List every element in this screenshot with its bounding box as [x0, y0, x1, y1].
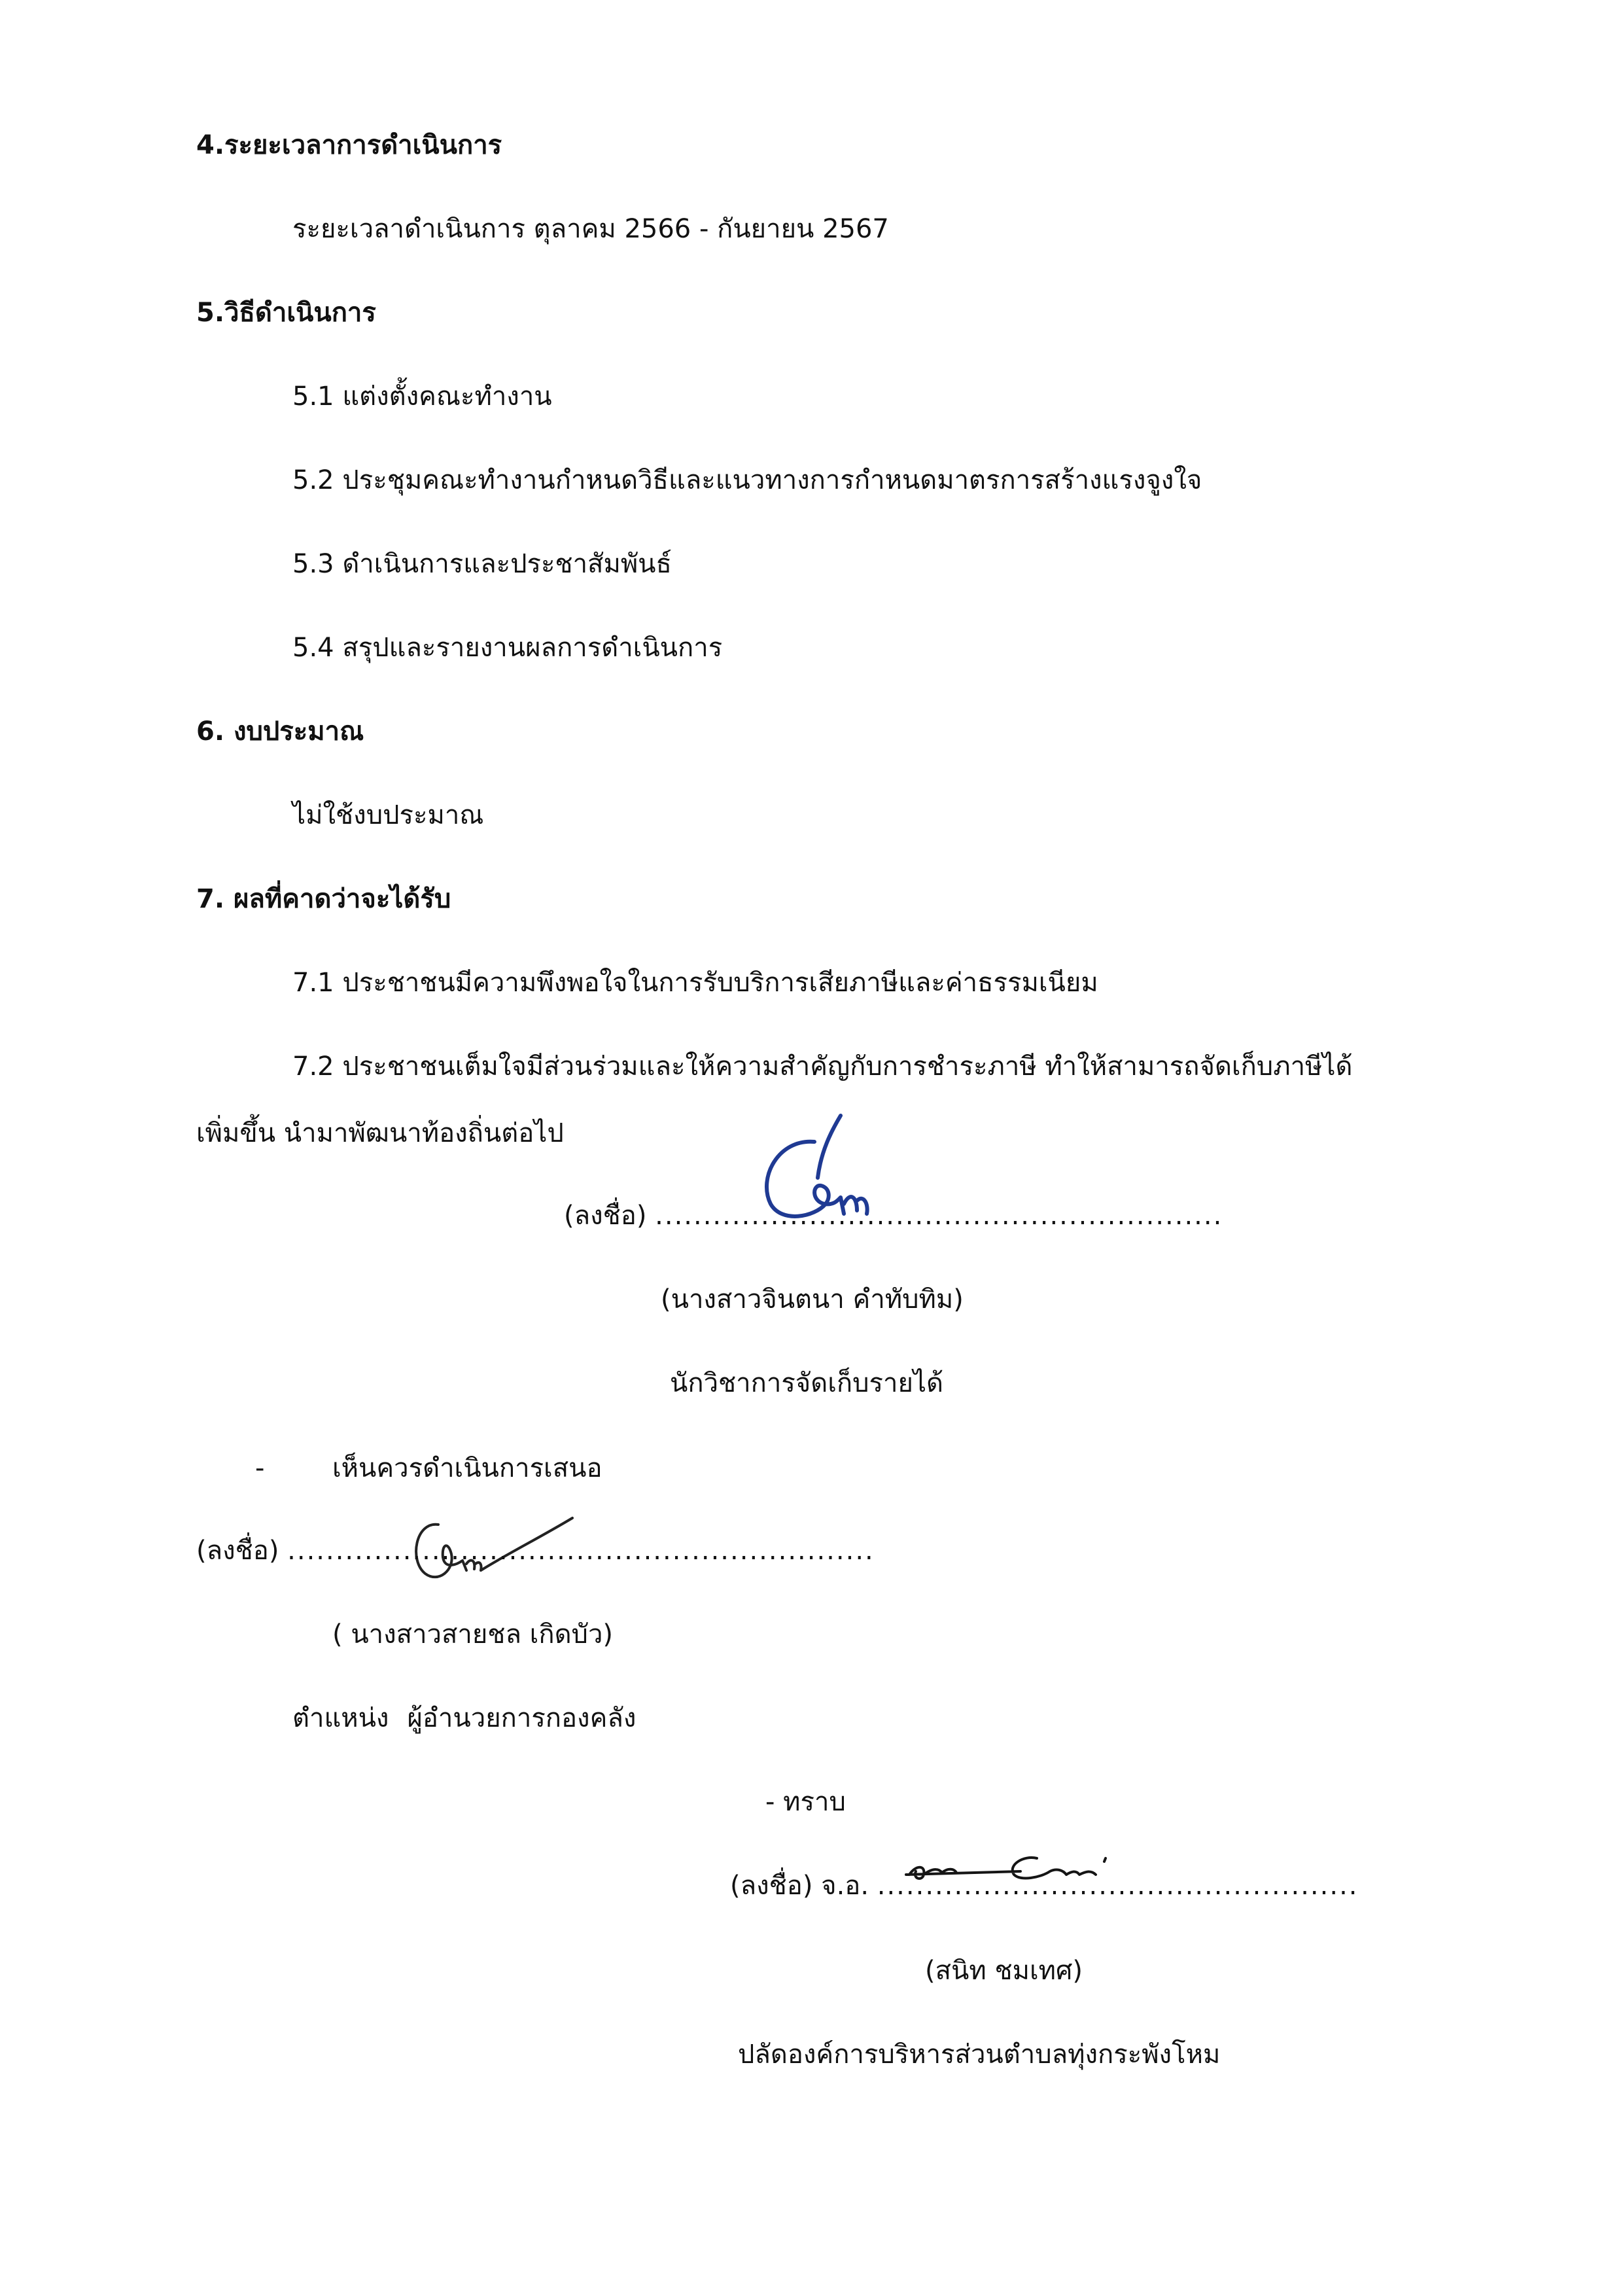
- sign-label: (ลงชื่อ) จ.อ.: [730, 1871, 877, 1901]
- reviewer-position-line: [292, 1700, 636, 1737]
- reviewer-bullet: -: [255, 1453, 265, 1483]
- sign-label: (ลงชื่อ): [564, 1201, 655, 1231]
- section-4-body: ระยะเวลาดำเนินการ ตุลาคม 2566 - กันยายน 2567: [292, 214, 889, 244]
- sign-dots: .............................................................: [287, 1536, 875, 1566]
- approver-position: ปลัดองค์การบริหารส่วนตำบลทุ่งกระพังโหม: [738, 2040, 1221, 2070]
- section-5-item: 5.3 ดำเนินการและประชาสัมพันธ์: [292, 549, 672, 579]
- reviewer-opinion: เห็นควรดำเนินการเสนอ: [332, 1453, 602, 1483]
- section-7-heading: 7. ผลที่คาดว่าจะได้รับ: [196, 884, 451, 914]
- sign-dots: ..................................................: [877, 1871, 1359, 1901]
- section-4-heading: 4.ระยะเวลาการดำเนินการ: [196, 130, 502, 160]
- section-5-item: 5.1 แต่งตั้งคณะทำงาน: [292, 381, 552, 412]
- proposer-name: (นางสาวจินตนา คำทับทิม): [661, 1284, 964, 1315]
- approver-note: - ทราบ: [765, 1787, 846, 1817]
- section-6-heading: 6. งบประมาณ: [196, 716, 364, 747]
- proposer-sign-line: [564, 1197, 1223, 1234]
- section-6-body: ไม่ใช้งบประมาณ: [292, 800, 484, 830]
- approver-sign-line: [730, 1867, 1359, 1904]
- sign-label: (ลงชื่อ): [196, 1536, 288, 1566]
- sign-dots: ...........................................................: [655, 1201, 1223, 1231]
- approver-name: (สนิท ชมเทศ): [925, 1956, 1083, 1986]
- section-5-heading: 5.วิธีดำเนินการ: [196, 298, 376, 328]
- section-7-item: 7.1 ประชาชนมีความพึงพอใจในการรับบริการเสียภาษีและค่าธรรมเนียม: [292, 968, 1098, 998]
- section-5-item: 5.4 สรุปและรายงานผลการดำเนินการ: [292, 633, 723, 663]
- section-7-item: 7.2 ประชาชนเต็มใจมีส่วนร่วมและให้ความสำคัญกับการชำระภาษี ทำให้สามารถจัดเก็บภาษีได้: [292, 1051, 1353, 1082]
- reviewer-name: ( นางสาวสายชล เกิดบัว): [332, 1619, 614, 1650]
- reviewer-sign-line: [196, 1532, 875, 1569]
- position-label: ตำแหน่ง: [292, 1703, 389, 1733]
- position-value: ผู้อำนวยการกองคลัง: [407, 1703, 637, 1733]
- proposer-signature-image: [752, 1106, 883, 1237]
- section-7-continuation: เพิ่มขึ้น นำมาพัฒนาท้องถิ่นต่อไป: [196, 1118, 564, 1148]
- proposer-position: นักวิชาการจัดเก็บรายได้: [670, 1368, 943, 1398]
- section-5-item: 5.2 ประชุมคณะทำงานกำหนดวิธีและแนวทางการกำหนดมาตรการสร้างแรงจูงใจ: [292, 465, 1202, 495]
